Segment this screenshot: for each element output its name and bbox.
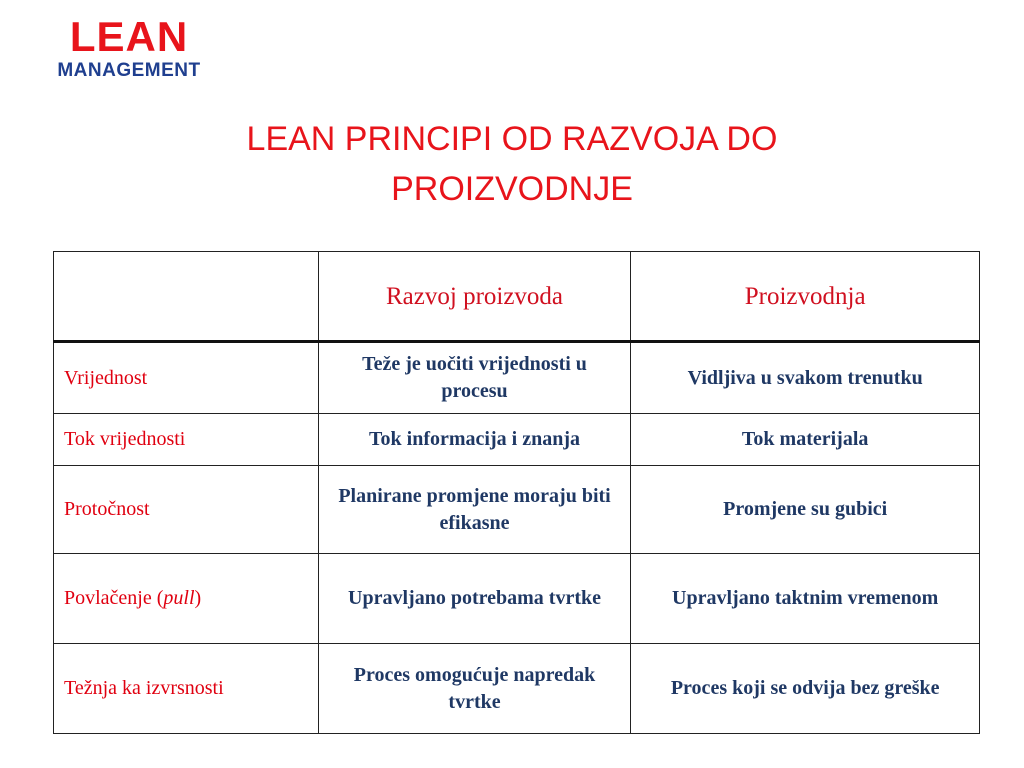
cell-development: Teže je uočiti vrijednosti u procesu: [318, 342, 631, 414]
row-label-end: ): [194, 587, 202, 609]
table-row: [54, 414, 980, 466]
comparison-table: [53, 251, 980, 734]
table-row: [54, 554, 980, 644]
cell-development: Upravljano potrebama tvrtke: [318, 554, 631, 644]
logo-text-management: MANAGEMENT: [57, 60, 201, 81]
header-cell-production: Proizvodnja: [631, 252, 980, 342]
table-row: [54, 466, 980, 554]
row-label: Težnja ka izvrsnosti: [54, 644, 319, 734]
cell-production: Upravljano taktnim vremenom: [631, 554, 980, 644]
logo-text-lean: LEAN: [69, 13, 189, 60]
cell-production: Tok materijala: [631, 414, 980, 466]
row-label-text: Povlačenje (: [64, 587, 164, 609]
cell-development: Tok informacija i znanja: [318, 414, 631, 466]
table-row: [54, 342, 980, 414]
table-row: [54, 644, 980, 734]
lean-management-logo: [24, 14, 234, 82]
cell-production: Promjene su gubici: [631, 466, 980, 554]
cell-production: Vidljiva u svakom trenutku: [631, 342, 980, 414]
table-header-row: [54, 252, 980, 342]
cell-production: Proces koji se odvija bez greške: [631, 644, 980, 734]
row-label: Protočnost: [54, 466, 319, 554]
cell-development: Planirane promjene moraju biti efikasne: [318, 466, 631, 554]
row-label-italic: pull: [163, 587, 195, 609]
slide-title: LEAN PRINCIPI OD RAZVOJA DO PROIZVODNJE: [246, 120, 778, 208]
row-label: Vrijednost: [54, 342, 319, 414]
header-cell-empty: [54, 252, 319, 342]
row-label: [54, 554, 319, 644]
cell-development: Proces omogućuje napredak tvrtke: [318, 644, 631, 734]
header-cell-development: Razvoj proizvoda: [318, 252, 631, 342]
row-label: Tok vrijednosti: [54, 414, 319, 466]
